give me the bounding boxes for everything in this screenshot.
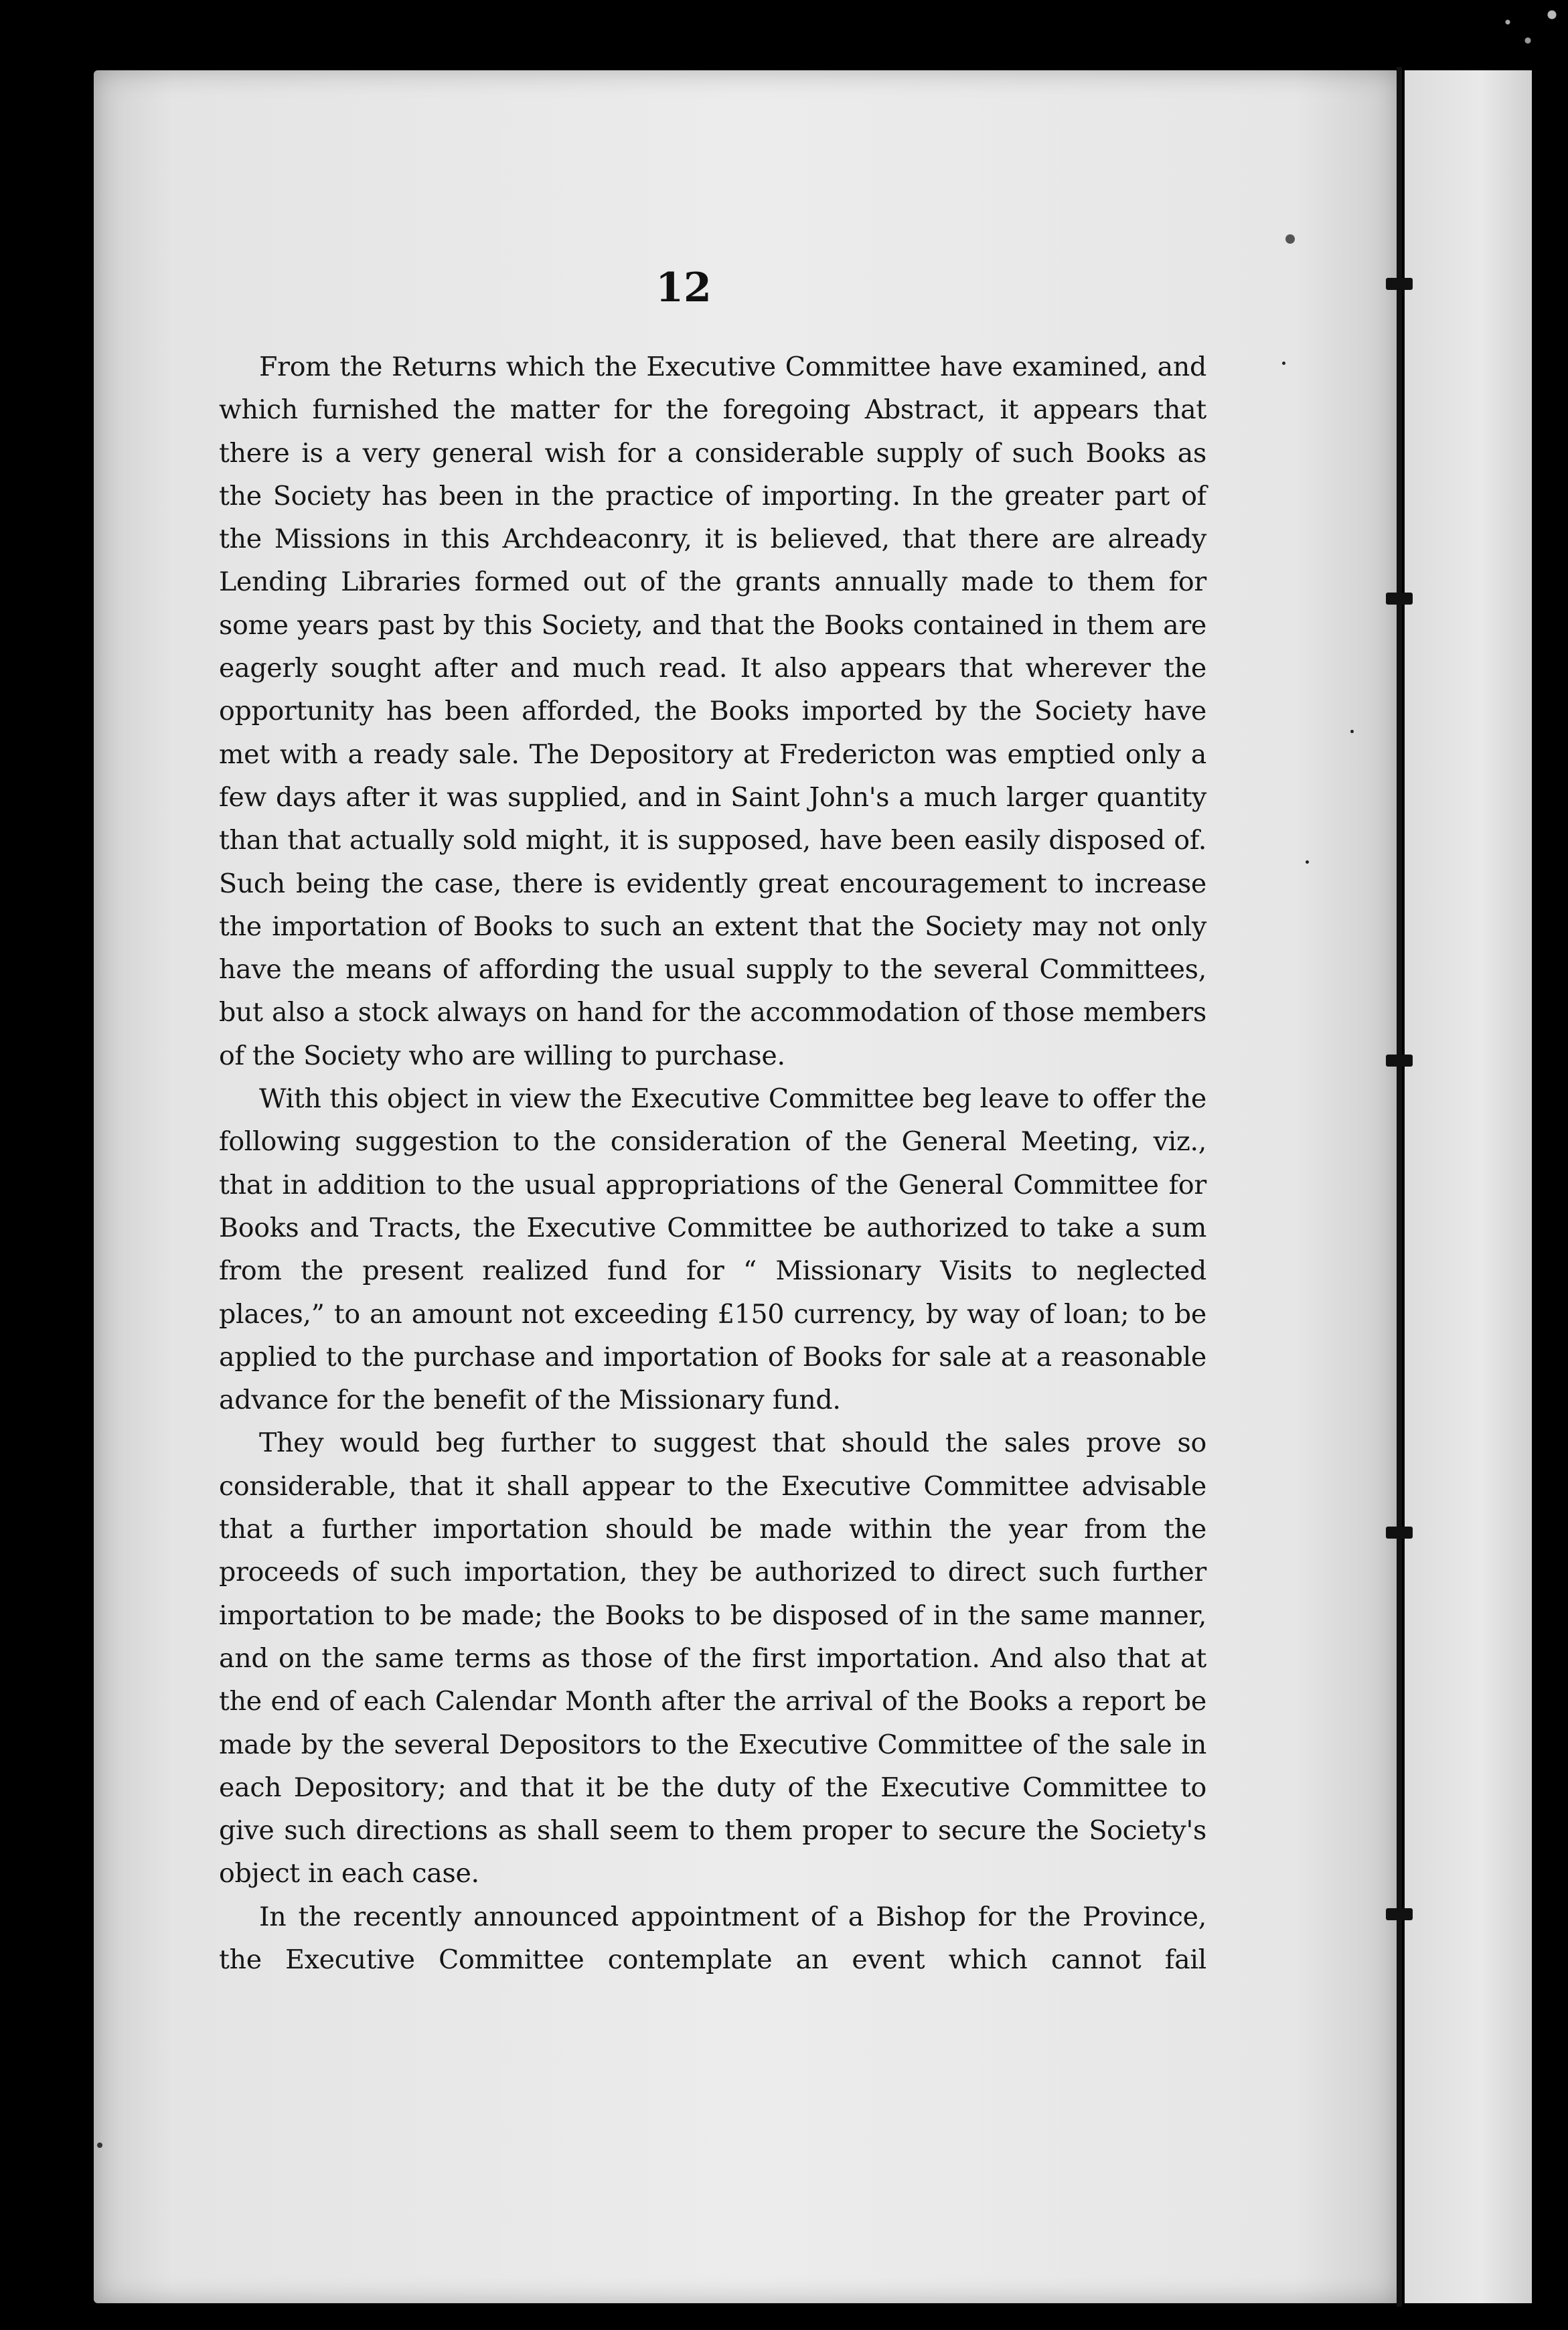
paragraph: From the Returns which the Executive Committee have examined, and which furnished the matter for the foregoing Abstract, it appears that there is a very general wish for a considerable supply of such Books as the Society has been in the practice of importing. In the greater part of the Missions in this Archdeaconry, it is believed, that there are already Lending Libraries formed out of the grants annually made to them for some years past by this Society, and that the Books contained in them are eagerly sought after and much read. It also appears that wherever the opportunity has been afforded, the Books imported by the Society have met with a ready sale. The Depository at Fredericton was emptied only a few days after it was supplied, and in Saint John's a much larger quantity than that actually sold might, it is supposed, have been easily disposed of. Such being the case, there is evidently great encouragement to increase the importation of Books to such an extent that the Society may not only have the means of affording the usual supply to the several Committees, but also a stock always on hand for the accommodation of those members of the Society who are willing to purchase.: [219, 352, 1206, 1071]
dust-speck: [1285, 234, 1295, 244]
binding-stitch: [1386, 593, 1413, 605]
dust-speck: [1306, 860, 1309, 864]
binding-stitch: [1386, 1055, 1413, 1067]
binding-spine: [1397, 67, 1402, 2307]
page-number: 12: [655, 264, 712, 311]
binding-stitch: [1386, 1527, 1413, 1539]
body-text: [219, 345, 1206, 1981]
paragraph: They would beg further to suggest that should the sales prove so considerable, that it shall appear to the Executive Committee advisable that a further importation should be made within the year from the proceeds of such importation, they be authorized to direct such further importation to be made; the Books to be disposed of in the same manner, and on the same terms as those of the first importation. And also that at the end of each Calendar Month after the arrival of the Books a report be made by the several Depositors to the Executive Committee of the sale in each Depository; and that it be the duty of the Executive Committee to give such directions as shall seem to them proper to secure the Society's object in each case.: [219, 1427, 1206, 1889]
paragraph: With this object in view the Executive Committee beg leave to offer the following suggestion to the consideration of the General Meeting, viz., that in addition to the usual appropriations of the General Committee for Books and Tracts, the Executive Committee be authorized to take a sum from the present realized fund for “ Missionary Visits to neglected places,” to an amount not exceeding £150 currency, by way of loan; to be applied to the purchase and importation of Books for sale at a reasonable advance for the benefit of the Missionary fund.: [219, 1083, 1206, 1416]
dust-speck: [1282, 362, 1285, 365]
dust-speck: [97, 2143, 102, 2148]
paragraph: In the recently announced appointment of a Bishop for the Province, the Executive Committee contemplate an event which cannot fail: [219, 1901, 1206, 1975]
binding-stitch: [1386, 1908, 1413, 1920]
facing-page-edge: [1405, 70, 1532, 2303]
corner-specks: [1488, 0, 1568, 74]
dust-speck: [1350, 730, 1354, 733]
